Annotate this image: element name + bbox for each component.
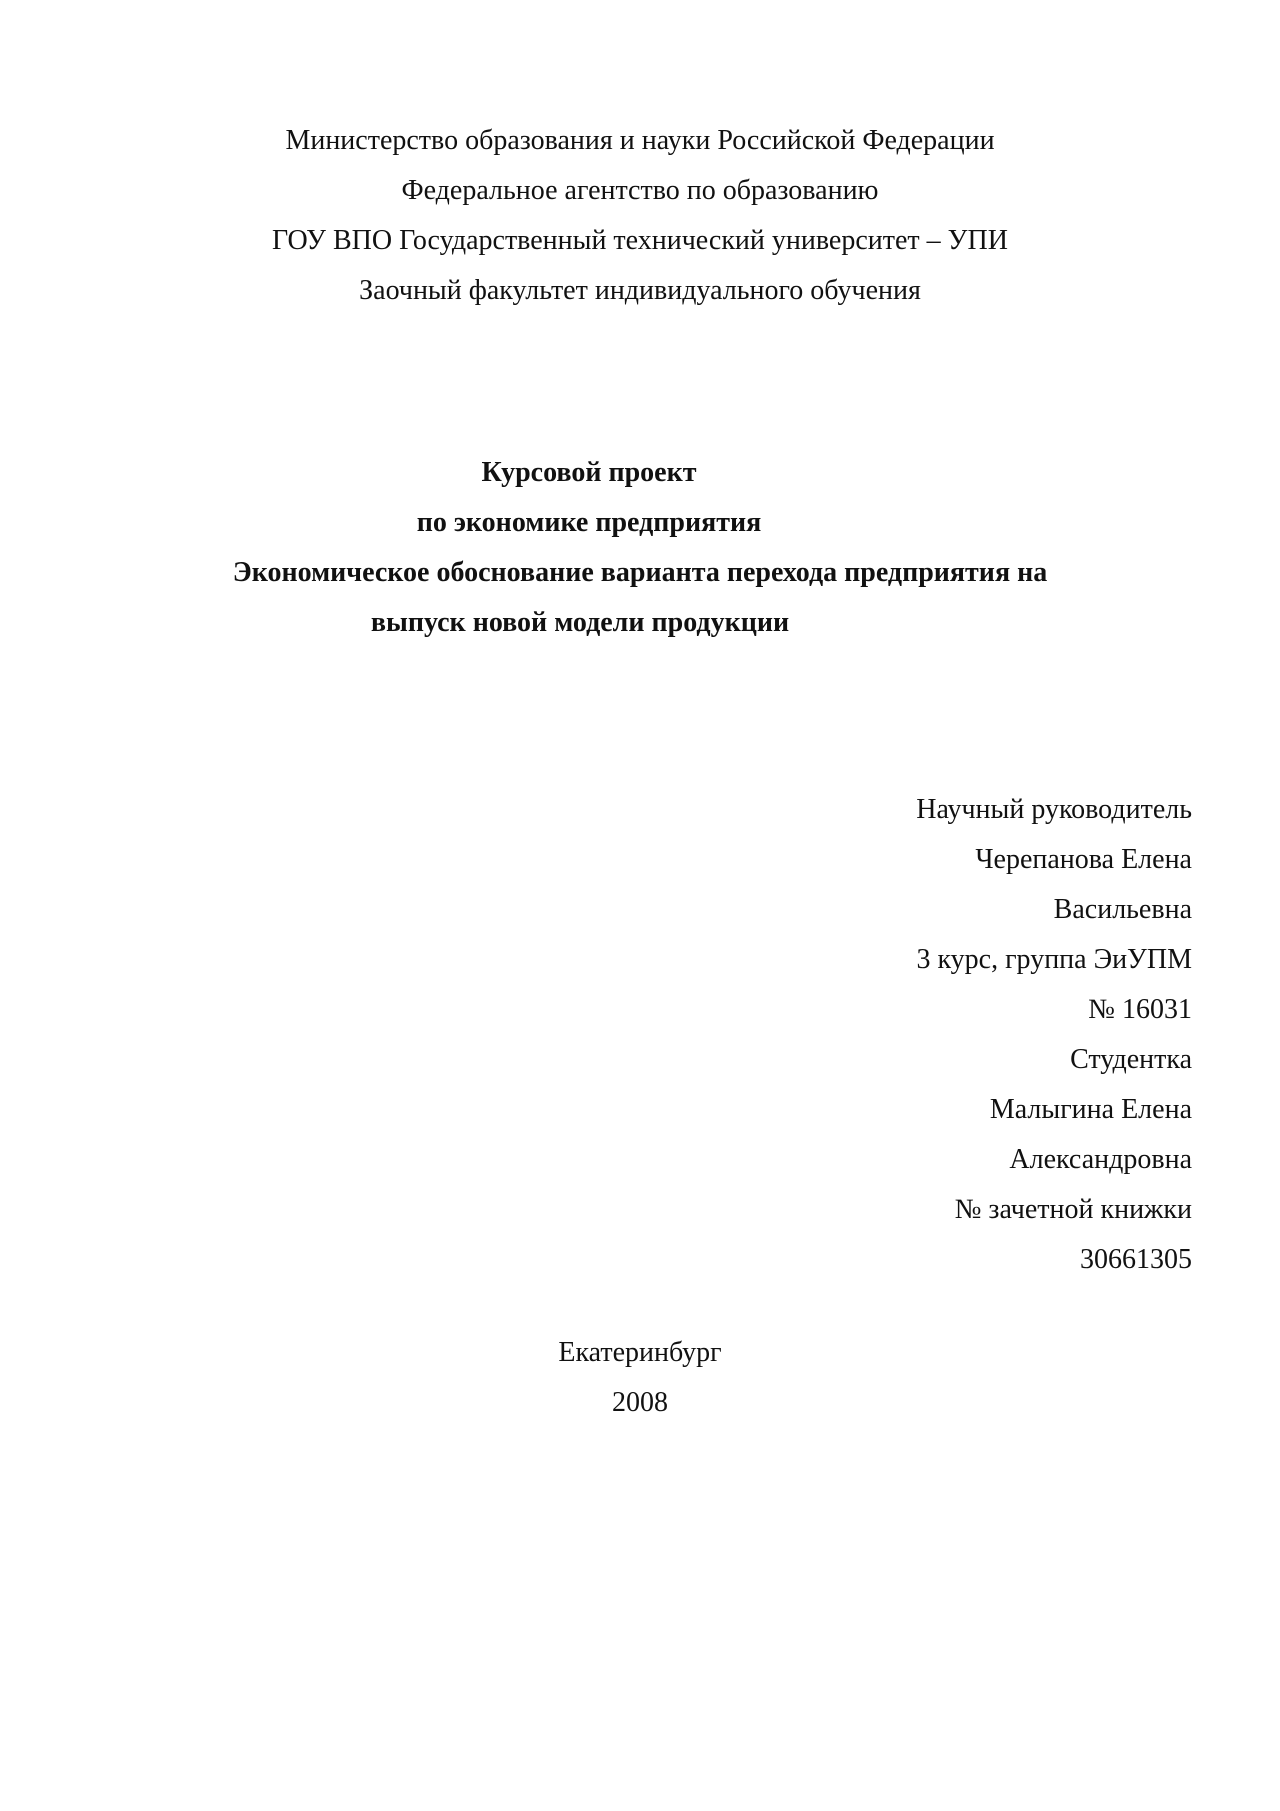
student-label: Студентка (1070, 1044, 1192, 1075)
city-year-footer (0, 1328, 1280, 1428)
topic-title-line-1: Экономическое обоснование варианта перехода предприятия на (232, 557, 1048, 588)
record-book-label: № зачетной книжки (954, 1194, 1192, 1225)
faculty-line: Заочный факультет индивидуального обучения (359, 275, 921, 306)
author-info-block (692, 785, 1192, 1285)
agency-line: Федеральное агентство по образованию (401, 175, 879, 206)
subject-title: по экономике предприятия (416, 507, 762, 538)
ministry-line: Министерство образования и науки Российской Федерации (285, 125, 995, 156)
student-name-line-1: Малыгина Елена (989, 1094, 1192, 1125)
project-title-block (0, 448, 1280, 648)
record-book-number: 30661305 (1080, 1244, 1192, 1275)
university-line: ГОУ ВПО Государственный технический университет – УПИ (272, 225, 1008, 256)
supervisor-name-line-2: Васильевна (1053, 894, 1192, 925)
institution-header (0, 116, 1280, 316)
city: Екатеринбург (558, 1337, 722, 1368)
supervisor-label: Научный руководитель (916, 794, 1192, 825)
student-name-line-2: Александровна (1009, 1144, 1192, 1175)
topic-title-line-2: выпуск новой модели продукции (370, 607, 790, 638)
supervisor-name-line-1: Черепанова Елена (975, 844, 1192, 875)
group-number: № 16031 (1088, 994, 1192, 1025)
year: 2008 (612, 1387, 668, 1418)
document-type-title: Курсовой проект (481, 457, 697, 488)
course-group: 3 курс, группа ЭиУПМ (916, 944, 1192, 975)
